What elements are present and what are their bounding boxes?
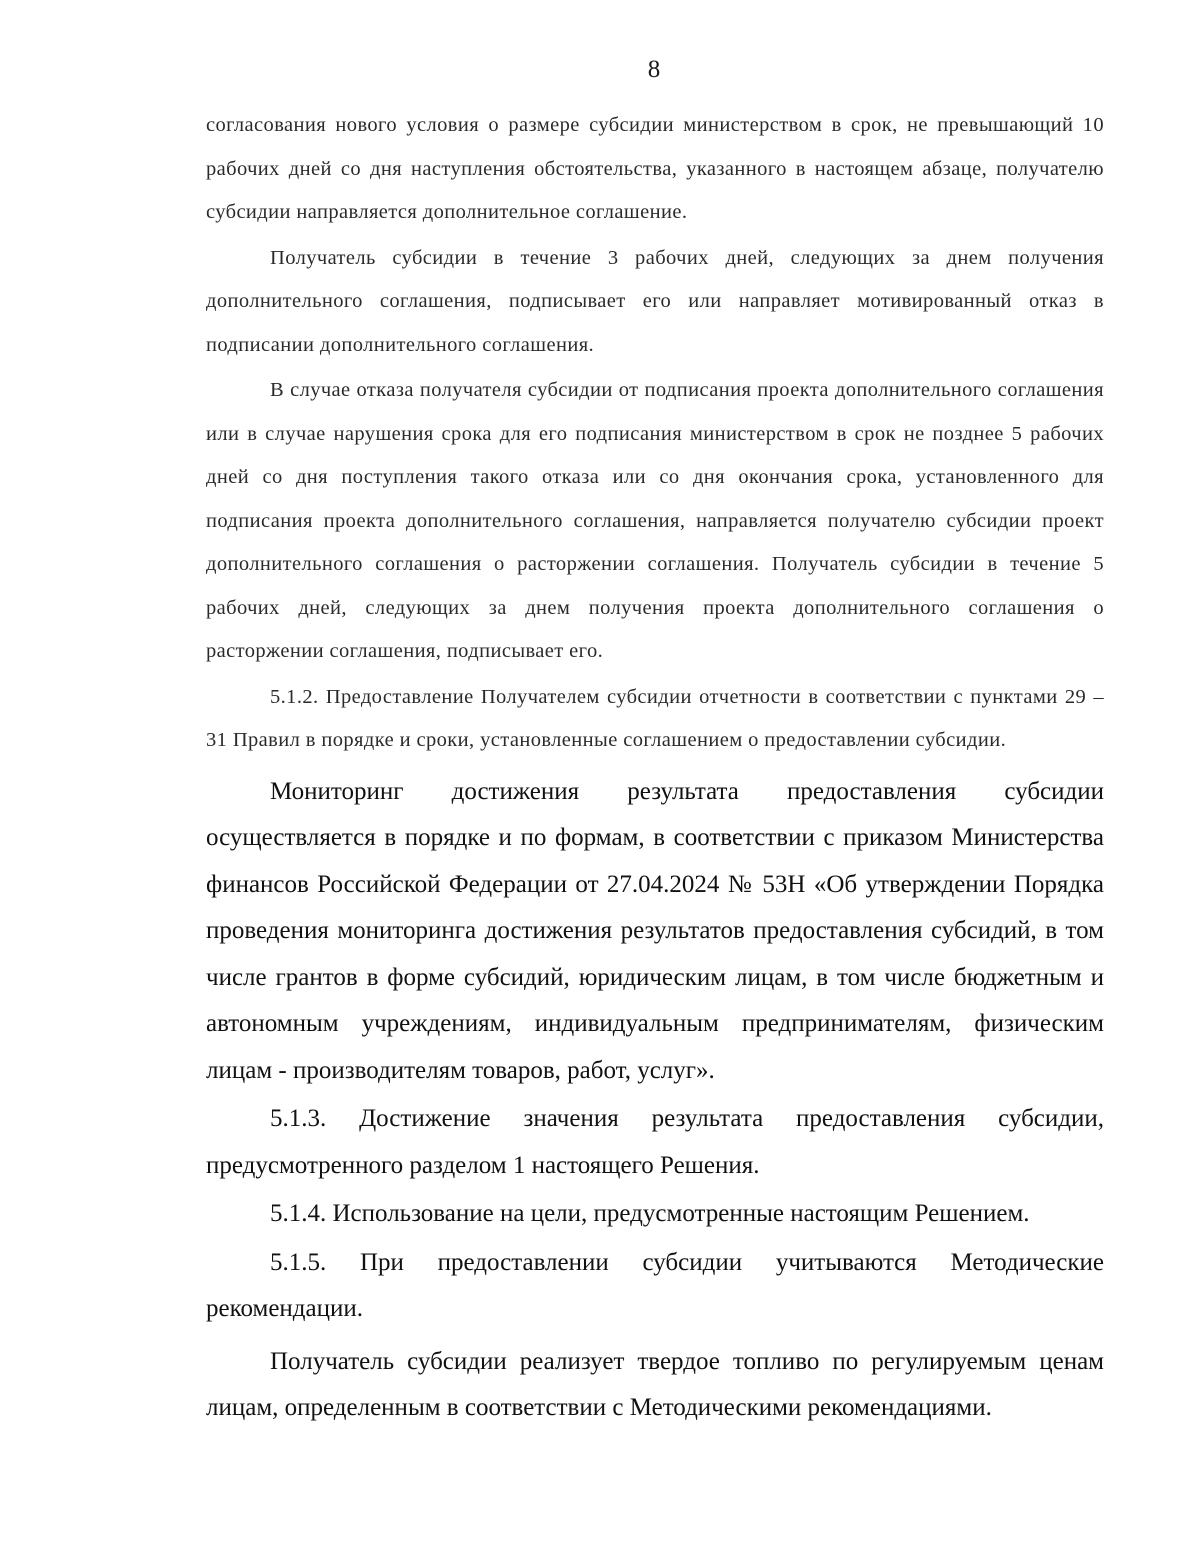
paragraph-refusal-case: В случае отказа получателя субсидии от подписания проекта дополнительного соглашения или в случае нарушения срока для его подписания министерством в срок не позднее 5 рабочих дней со дня поступления такого отказа или со дня окончания срока, установленного для подписания проекта дополнительного соглашения, направляется получателю субсидии проект дополнительного соглашения о расторжении соглашения. Получатель субсидии в течение 5 рабочих дней, следующих за днем получения проекта дополнительного соглашения о расторжении соглашения, подписывает его.: [206, 379, 1104, 662]
paragraph-5-1-4: 5.1.4. Использование на цели, предусмотренные настоящим Решением.: [270, 1200, 1030, 1227]
page-number: 8: [647, 56, 661, 83]
document-body: [206, 104, 1104, 1432]
paragraph-5-1-5: 5.1.5. При предоставлении субсидии учитываются Методические рекомендации.: [206, 1248, 1104, 1322]
paragraph-5-1-2: 5.1.2. Предоставление Получателем субсидии отчетности в соответствии с пунктами 29 – 31 Правил в порядке и сроки, установленные соглашением о предоставлении субсидии.: [206, 685, 1104, 751]
paragraph-continuation: согласования нового условия о размере субсидии министерством в срок, не превышающий 10 рабочих дней со дня наступления обстоятельства, указанного в настоящем абзаце, получателю субсидии направляется дополнительное соглашение.: [206, 114, 1104, 223]
paragraph-5-1-3: 5.1.3. Достижение значения результата предоставления субсидии, предусмотренного разделом 1 настоящего Решения.: [206, 1105, 1104, 1179]
paragraph-signing-term: Получатель субсидии в течение 3 рабочих дней, следующих за днем получения дополнительного соглашения, подписывает его или направляет мотивированный отказ в подписании дополнительного соглашения.: [206, 246, 1104, 356]
paragraph-regulated-prices: Получатель субсидии реализует твердое топливо по регулируемым ценам лицам, определенным в соответствии с Методическими рекомендациями.: [206, 1347, 1104, 1421]
paragraph-monitoring: Мониторинг достижения результата предоставления субсидии осуществляется в порядке и по формам, в соответствии с приказом Министерства финансов Российской Федерации от 27.04.2024 № 53Н «Об утверждении Порядка проведения мониторинга достижения результатов предоставления субсидий, в том числе грантов в форме субсидий, юридическим лицам, в том числе бюджетным и автономным учреждениям, индивидуальным предпринимателям, физическим лицам - производителям товаров, работ, услуг».: [206, 777, 1104, 1084]
